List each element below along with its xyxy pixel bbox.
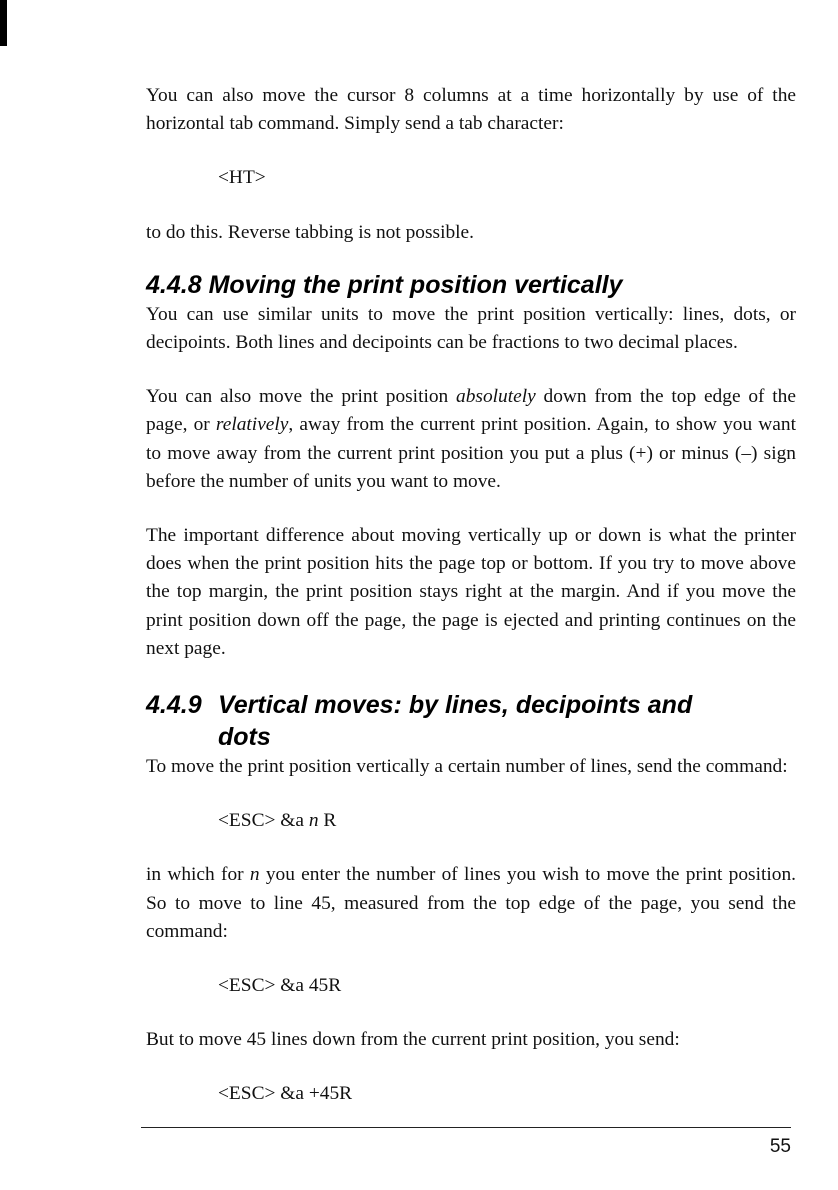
command-esc-plus45r: <ESC> &a +45R bbox=[218, 1083, 353, 1105]
heading-title-line1: Vertical moves: by lines, decipoints and bbox=[218, 691, 693, 720]
page-content bbox=[146, 82, 796, 1109]
scan-edge-mark bbox=[0, 0, 7, 46]
command-esc-n-r: <ESC> &a n R bbox=[218, 810, 337, 832]
page-number: 55 bbox=[769, 1136, 791, 1157]
emphasis-absolutely: absolutely bbox=[456, 386, 536, 408]
heading-number: 4.4.8 bbox=[146, 270, 202, 299]
heading-4-4-9 bbox=[146, 689, 796, 753]
command-esc-45r: <ESC> &a 45R bbox=[218, 975, 342, 997]
heading-4-4-8 bbox=[146, 269, 796, 301]
heading-number: 4.4.9 bbox=[146, 691, 202, 720]
param-n: n bbox=[249, 864, 260, 886]
paragraph-move-lines: To move the print position vertically a certain number of lines, send the command: bbox=[146, 756, 788, 778]
paragraph-absolute-relative: You can also move the print position absolutely down from the top edge of the page, or relatively, away from the current print position. Again, to show you want to move away from the current print position you put a plus (+) or minus (–) sign before the number of units you want to move. bbox=[146, 386, 796, 492]
paragraph-page-top-bottom: The important difference about moving vertically up or down is what the printer does when the print position hits the page top or bottom. If you try to move above the top margin, the print position stays right at the margin. And if you move the print position down off the page, the page is ejected and printing continues on the next page. bbox=[146, 525, 796, 659]
paragraph-reverse-tab: to do this. Reverse tabbing is not possible. bbox=[146, 221, 475, 243]
paragraph-tab-command: You can also move the cursor 8 columns at a time horizontally by use of the horizontal tab command. Simply send a tab character: bbox=[146, 85, 796, 135]
emphasis-relatively: relatively bbox=[215, 414, 289, 436]
footer-rule bbox=[141, 1127, 791, 1128]
heading-title-line2: dots bbox=[218, 723, 271, 752]
paragraph-relative-45: But to move 45 lines down from the current print position, you send: bbox=[146, 1029, 680, 1051]
heading-title: Moving the print position vertically bbox=[208, 270, 623, 299]
command-ht: <HT> bbox=[218, 167, 266, 189]
paragraph-line-45: in which for n you enter the number of lines you wish to move the print position. So to move to line 45, measured from the top edge of the page, you send the command: bbox=[146, 864, 796, 942]
paragraph-vertical-units: You can use similar units to move the print position vertically: lines, dots, or decipoints. Both lines and decipoints can be fractions to two decimal places. bbox=[146, 303, 796, 354]
